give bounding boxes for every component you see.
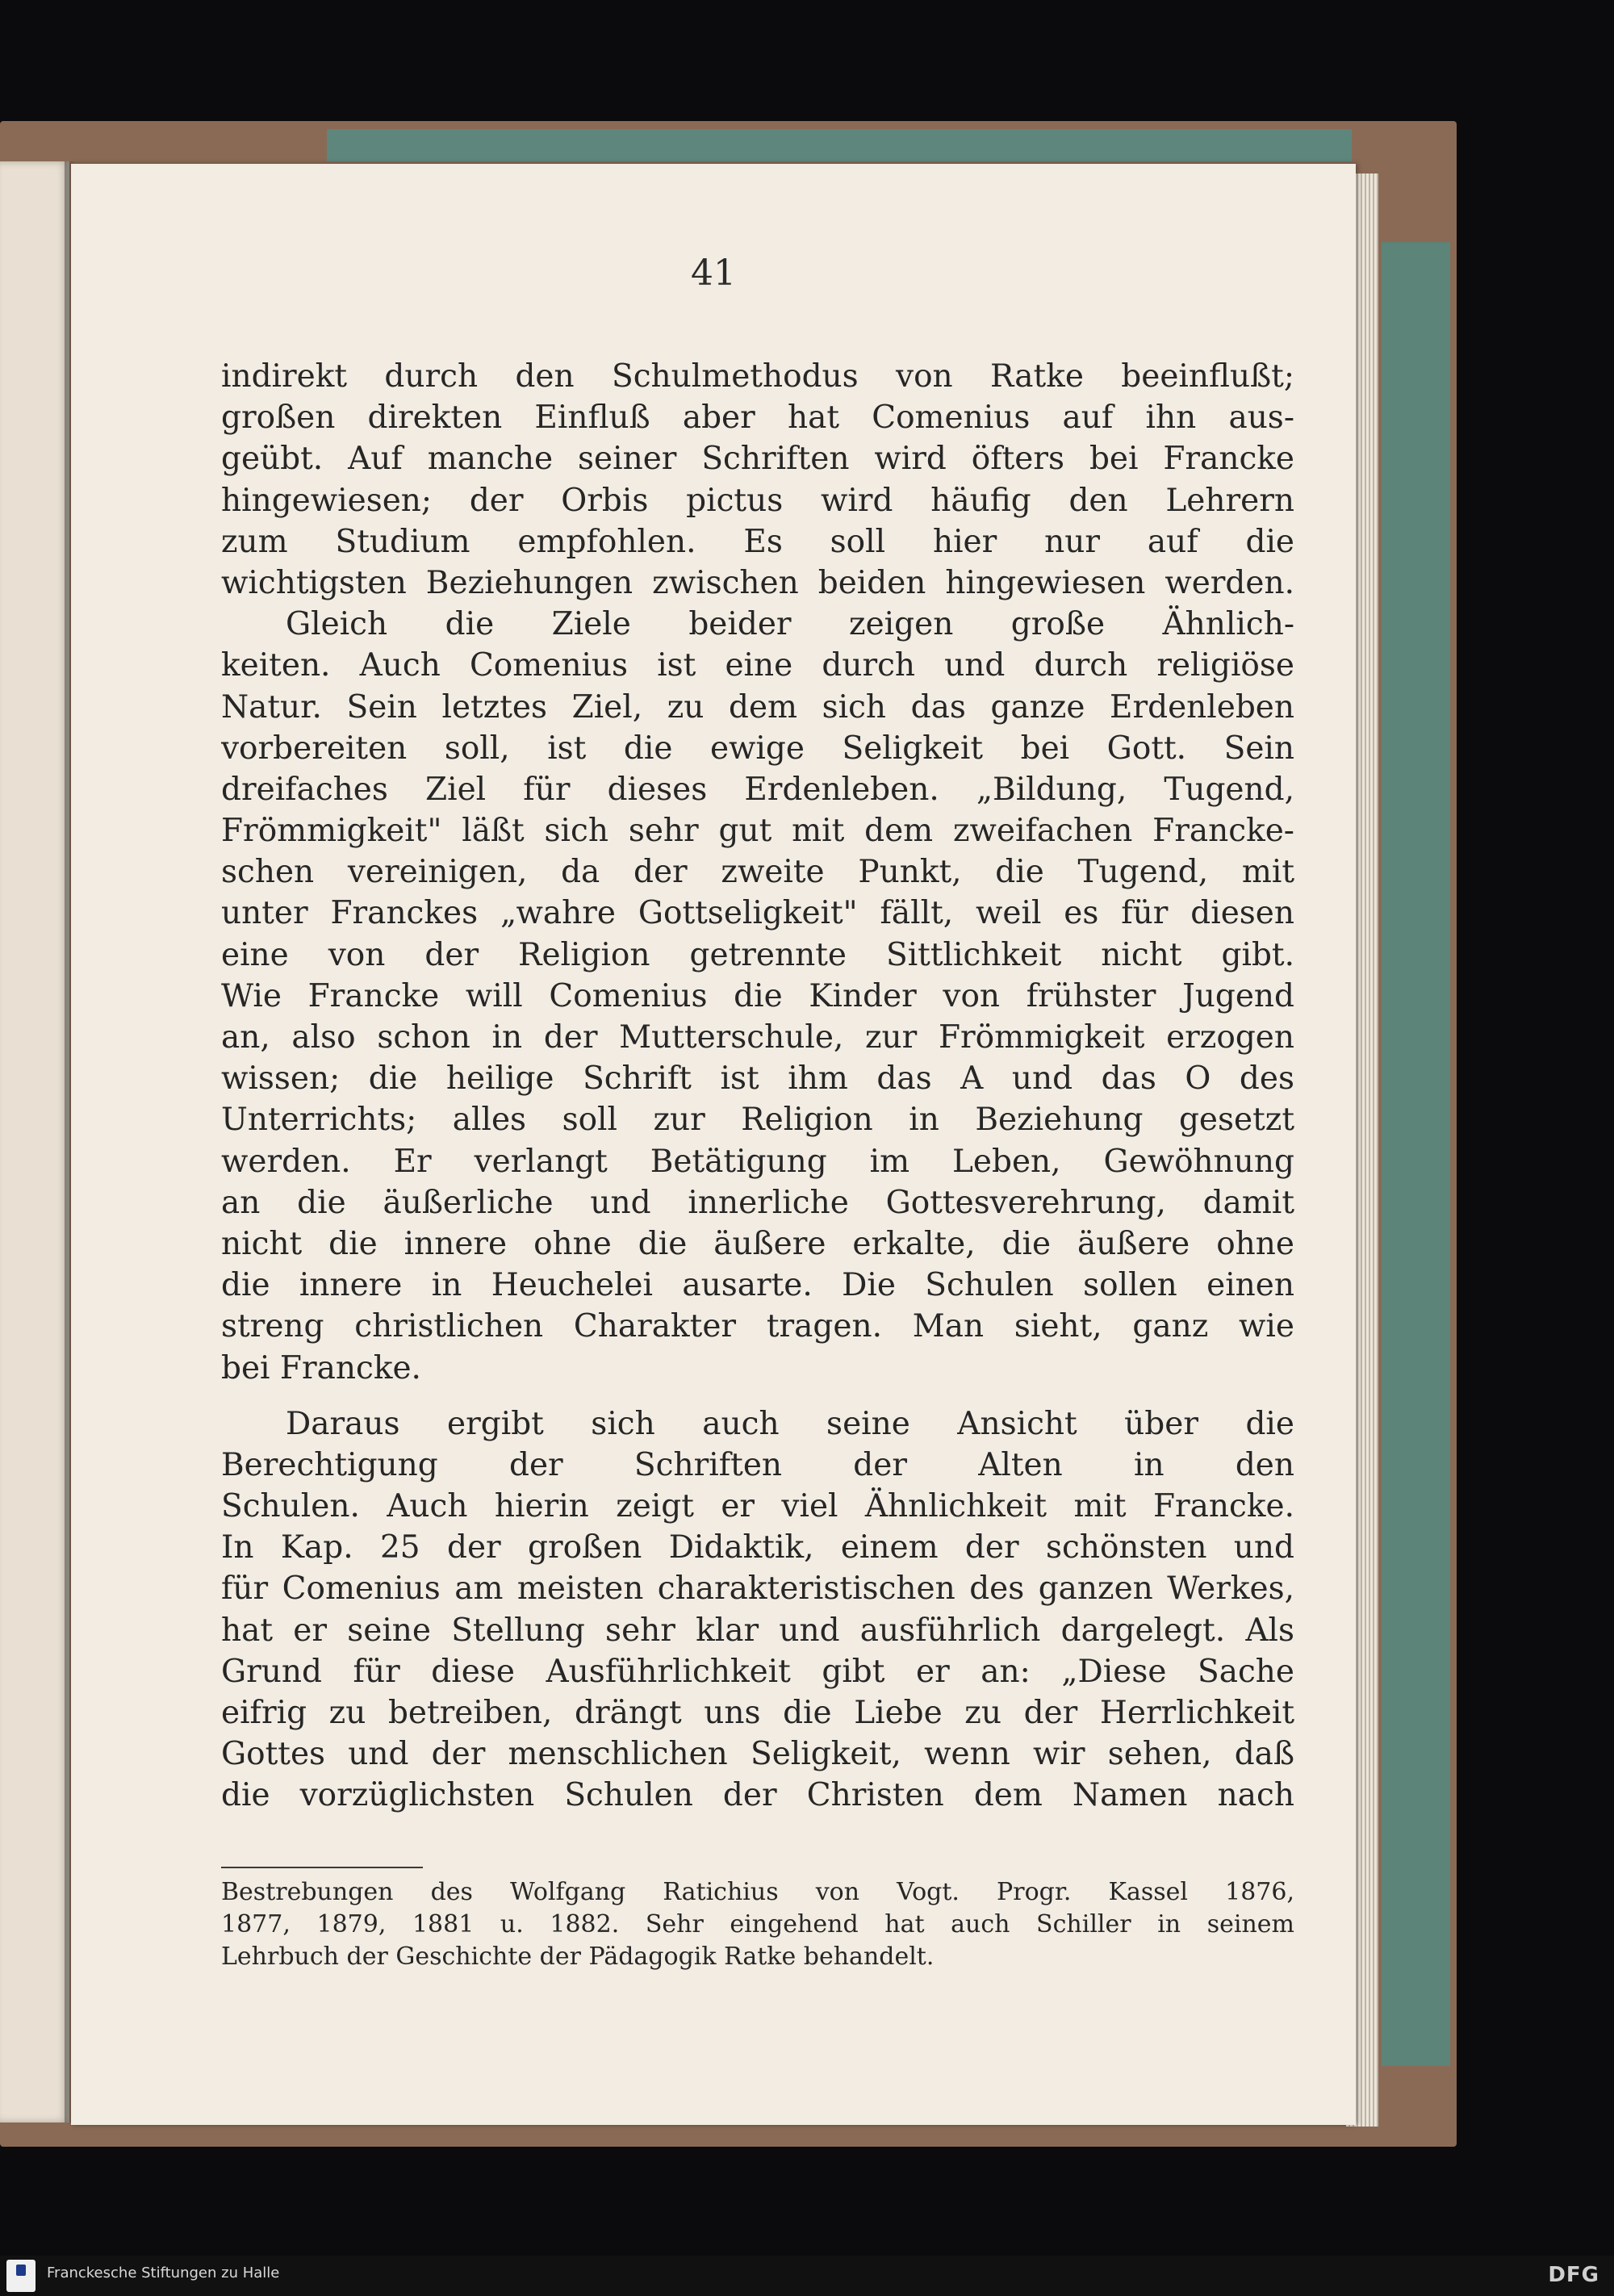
text-line: Natur. Sein letztes Ziel, zu dem sich das ganze Erdenleben <box>221 688 1294 726</box>
footnote-line: Lehrbuch der Geschichte der Pädagogik Ratke behandelt. <box>221 1943 935 1971</box>
text-line: die vorzüglichsten Schulen der Christen dem Namen nach <box>221 1777 1294 1814</box>
cover-green-band-right <box>1382 242 1450 2066</box>
footnote-line: Bestrebungen des Wolfgang Ratichius von Vogt. Progr. Kassel 1876, <box>221 1878 1294 1906</box>
text-line: Schulen. Auch hierin zeigt er viel Ähnlichkeit mit Francke. <box>221 1488 1294 1525</box>
text-line: an die äußerliche und innerliche Gottesverehrung, damit <box>221 1184 1294 1221</box>
text-line: Frömmigkeit" läßt sich sehr gut mit dem zweifachen Francke- <box>221 813 1294 850</box>
text-line: geübt. Auf manche seiner Schriften wird öfters bei Francke <box>221 441 1294 478</box>
text-line: zum Studium empfohlen. Es soll hier nur auf die <box>221 523 1294 560</box>
text-line: keiten. Auch Comenius ist eine durch und durch religiöse <box>221 647 1294 684</box>
body-text <box>221 356 1294 1817</box>
text-line: Gleich die Ziele beider zeigen große Ähnlich- <box>286 606 1294 643</box>
text-line: Wie Francke will Comenius die Kinder von frühster Jugend <box>221 977 1294 1014</box>
text-line: Berechtigung der Schriften der Alten in den <box>221 1446 1294 1483</box>
text-line: Daraus ergibt sich auch seine Ansicht über die <box>286 1405 1294 1442</box>
text-line: eifrig zu betreiben, drängt uns die Liebe zu der Herrlichkeit <box>221 1695 1294 1731</box>
text-line: hat er seine Stellung sehr klar und ausführlich dargelegt. Als <box>221 1612 1294 1649</box>
text-line: eine von der Religion getrennte Sittlichkeit nicht gibt. <box>221 936 1294 973</box>
footnote-rule <box>221 1867 423 1868</box>
footnotes <box>221 1876 1294 1973</box>
cover-green-band-top <box>327 129 1352 161</box>
library-name: Franckesche Stiftungen zu Halle <box>47 2265 280 2281</box>
left-page-edge <box>0 161 69 2122</box>
text-line: schen vereinigen, da der zweite Punkt, die Tugend, mit <box>221 854 1294 891</box>
text-line: großen direkten Einfluß aber hat Comenius auf ihn aus- <box>221 399 1294 437</box>
text-line: Grund für diese Ausführlichkeit gibt er an: „Diese Sache <box>221 1653 1294 1690</box>
dfg-logo: DFG <box>1548 2263 1599 2287</box>
book-page <box>71 164 1356 2125</box>
text-line: bei Francke. <box>221 1349 421 1386</box>
page-number: 41 <box>691 253 736 294</box>
text-line: für Comenius am meisten charakteristischen des ganzen Werkes, <box>221 1570 1294 1608</box>
text-line: wissen; die heilige Schrift ist ihm das A und das O des <box>221 1060 1294 1098</box>
text-line: die innere in Heuchelei ausarte. Die Schulen sollen einen <box>221 1267 1294 1304</box>
text-line: wichtigsten Beziehungen zwischen beiden hingewiesen werden. <box>221 564 1294 601</box>
text-line: vorbereiten soll, ist die ewige Seligkeit bei Gott. Sein <box>221 730 1294 767</box>
text-line: an, also schon in der Mutterschule, zur Frömmigkeit erzogen <box>221 1019 1294 1056</box>
text-line: Gottes und der menschlichen Seligkeit, wenn wir sehen, daß <box>221 1736 1294 1773</box>
footnote-line: 1877, 1879, 1881 u. 1882. Sehr eingehend hat auch Schiller in seinem <box>221 1910 1294 1938</box>
text-line: werden. Er verlangt Betätigung im Leben, Gewöhnung <box>221 1143 1294 1180</box>
text-line: unter Franckes „wahre Gottseligkeit" fällt, weil es für diesen <box>221 895 1294 932</box>
paragraph-gap <box>221 1389 1294 1403</box>
text-line: dreifaches Ziel für dieses Erdenleben. „Bildung, Tugend, <box>221 771 1294 808</box>
text-line: nicht die innere ohne die äußere erkalte, die äußere ohne <box>221 1225 1294 1262</box>
text-line: In Kap. 25 der großen Didaktik, einem der schönsten und <box>221 1529 1294 1566</box>
text-line: indirekt durch den Schulmethodus von Ratke beeinflußt; <box>221 358 1294 395</box>
text-line: Unterrichts; alles soll zur Religion in Beziehung gesetzt <box>221 1102 1294 1139</box>
text-line: hingewiesen; der Orbis pictus wird häufig den Lehrern <box>221 482 1294 519</box>
library-logo-icon <box>6 2260 36 2292</box>
text-line: streng christlichen Charakter tragen. Man sieht, ganz wie <box>221 1308 1294 1345</box>
